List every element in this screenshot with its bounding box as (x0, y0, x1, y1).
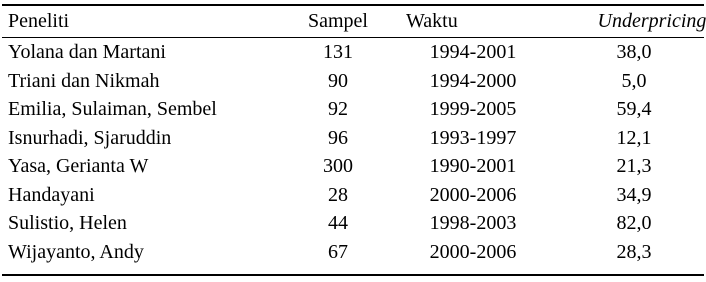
cell-sampel: 28 (328, 183, 348, 206)
cell-underpricing: 12,1 (616, 126, 652, 149)
header-peneliti: Peneliti (8, 10, 70, 32)
cell-waktu: 1993-1997 (429, 126, 517, 149)
cell-underpricing: 21,3 (616, 155, 652, 178)
table-row (2, 67, 706, 96)
cell-peneliti: Handayani (8, 183, 95, 206)
header-sampel: Sampel (308, 10, 368, 32)
cell-peneliti: Wijayanto, Andy (8, 240, 144, 263)
cell-peneliti: Isnurhadi, Sjaruddin (8, 126, 172, 149)
cell-underpricing: 28,3 (616, 240, 652, 263)
table-bottom-rule (2, 274, 704, 276)
data-table-body (2, 38, 706, 266)
cell-underpricing: 59,4 (616, 98, 652, 121)
cell-underpricing: 38,0 (616, 41, 652, 64)
cell-peneliti: Yolana dan Martani (8, 41, 166, 64)
cell-waktu: 1999-2005 (429, 98, 517, 121)
table-row (2, 181, 706, 210)
header-waktu: Waktu (406, 10, 458, 32)
cell-waktu: 2000-2006 (429, 183, 517, 206)
table-row (2, 209, 706, 238)
cell-waktu: 1994-2000 (429, 69, 517, 92)
data-table (2, 6, 706, 36)
cell-peneliti: Triani dan Nikmah (8, 69, 160, 92)
cell-underpricing: 5,0 (621, 69, 647, 92)
cell-underpricing: 82,0 (616, 212, 652, 235)
table-header-row (2, 6, 706, 36)
table-row (2, 152, 706, 181)
cell-sampel: 96 (328, 126, 348, 149)
cell-waktu: 1990-2001 (429, 155, 517, 178)
cell-peneliti: Emilia, Sulaiman, Sembel (8, 98, 217, 121)
cell-waktu: 2000-2006 (429, 240, 517, 263)
cell-sampel: 92 (328, 98, 348, 121)
table-row (2, 124, 706, 153)
table-row (2, 95, 706, 124)
cell-sampel: 300 (323, 155, 353, 178)
cell-sampel: 131 (323, 41, 353, 64)
cell-sampel: 90 (328, 69, 348, 92)
header-underpricing: Underpricing (597, 10, 706, 32)
table-row (2, 38, 706, 67)
cell-peneliti: Sulistio, Helen (8, 212, 127, 235)
cell-waktu: 1994-2001 (429, 41, 517, 64)
cell-sampel: 67 (328, 240, 348, 263)
cell-underpricing: 34,9 (616, 183, 652, 206)
research-table (2, 4, 704, 266)
cell-peneliti: Yasa, Gerianta W (8, 155, 149, 178)
cell-sampel: 44 (328, 212, 348, 235)
cell-waktu: 1998-2003 (429, 212, 517, 235)
table-row (2, 238, 706, 267)
